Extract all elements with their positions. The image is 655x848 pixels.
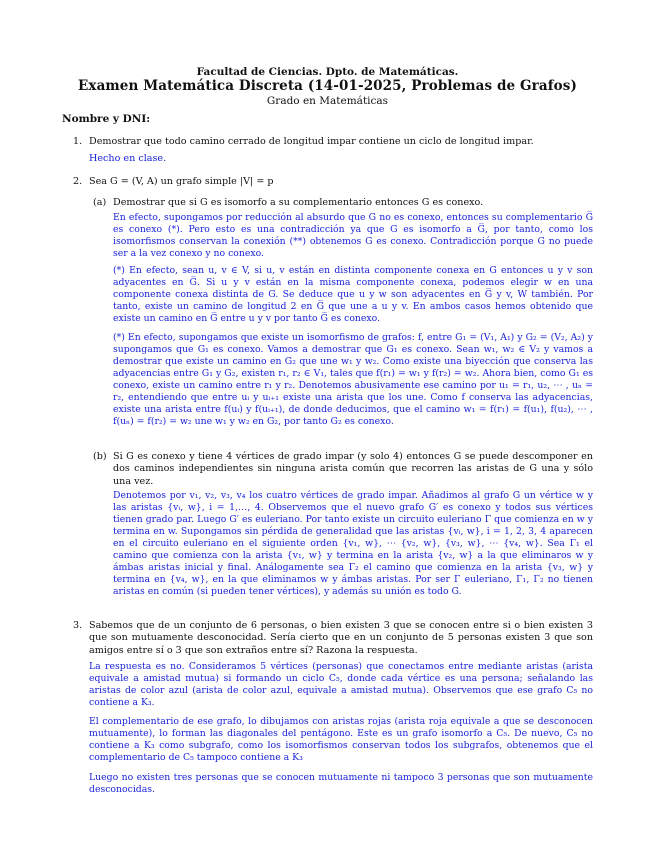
- problem-2b-label: (b): [93, 451, 107, 462]
- degree-heading: Grado en Matemáticas: [266, 95, 389, 107]
- problem-3-statement: Sabemos que de un conjunto de 6 personas, o bien existen 3 que se conocen entre si o bien existen 3 que son mutuamente desconocidad. Sería cierto que en un conjunto de 5 personas existen 3 que son amigos entre sí o 3 que son extraños entre sí? Razona la respuesta.: [89, 620, 593, 656]
- problem-2a-answer-main: En efecto, supongamos por reducción al absurdo que G no es conexo, entonces su complementario G̅ es conexo (*). Pero esto es una contradicción ya que G es isomorfo a G̅, por tanto, como los isomorfismos conservan la conexión (**) obtenemos G es conexo. Contradicción porque G no puede ser a la vez conexo y no conexo.: [113, 212, 593, 259]
- problem-2-statement: Sea G = (V, A) un grafo simple |V| = p: [89, 176, 274, 187]
- student-name-label: Nombre y DNI:: [62, 113, 151, 125]
- problem-1-statement: Demostrar que todo camino cerrado de longitud impar contiene un ciclo de longitud impar.: [89, 136, 534, 147]
- problem-2a-answer-complement: (*) En efecto, sean u, v ∈ V, si u, v están en distinta componente conexa en G entonces u y v son adyacentes en G̅. Si u y v están en la misma componente conexa, podemos elegir w en una componente conexa distinta de G. Se deduce que u y w son adyacentes en G̅ y v, W también. Por tanto, existe un camino de longitud 2 en G̅ que une a u y v. En ambos casos hemos obtenido que existe un camino en G̅ entre u y v por tanto G̅ es conexo.: [113, 265, 593, 324]
- problem-1-number: 1.: [73, 136, 83, 147]
- problem-3-answer-cycle: La respuesta es no. Consideramos 5 vértices (personas) que conectamos entre mediante aristas (arista equivale a amistad mutua) si formando un ciclo C₅, donde cada vértice es una persona; señalando las aristas de color azul (arista de color azul, equivale a amistad mutua). Observemos que ese grafo C₅ no contiene a K₃.: [89, 661, 593, 708]
- problem-3-answer-conclusion: Luego no existen tres personas que se conocen mutuamente ni tampoco 3 personas que son mutuamente desconocidas.: [89, 772, 593, 795]
- problem-2b-answer: Denotemos por v₁, v₂, v₃, v₄ los cuatro vértices de grado impar. Añadimos al grafo G un vértice w y las aristas {vᵢ, w}, i = 1,…, 4. Observemos que el nuevo grafo G′ es conexo y todos sus vértices tienen grado par. Luego G′ es euleriano. Por tanto existe un circuito euleriano Γ que comienza en w y termina en w. Supongamos sin pérdida de generalidad que las aristas {vᵢ, w}, i = 1, 2, 3, 4 aparecen en el circuito euleriano en el siguiente orden {v₁, w}, ⋯ {v₂, w}, {v₃, w}, ⋯ {v₄, w}. Sea Γ₁ el camino que comienza con la arista {v₁, w} y termina en la arista {v₂, w} a la que eliminaros w y ámbas aristas inicial y final. Análogamente sea Γ₂ el camino que comienza en la arista {v₃, w} y termina en {v₄, w}, en la que eliminamos w y ámbas aristas. Por ser Γ euleriano, Γ₁, Γ₂ no tienen aristas en común (si pueden tener vértices), y además su unión es todo G.: [113, 490, 593, 597]
- problem-3-answer-complement: El complementario de ese grafo, lo dibujamos con aristas rojas (arista roja equivale a que se desconocen mutuamente), lo forman las diagonales del pentágono. Este es un grafo isomorfo a C₅. De nuevo, C₅ no contiene a K₃ como subgrafo, como los isomorfismos conservan todos los subgrafos, obtenemos que el complementario de C₅ tampoco contiene a K₃: [89, 716, 593, 763]
- problem-1-answer: Hecho en clase.: [89, 153, 167, 164]
- faculty-heading: Facultad de Ciencias. Dpto. de Matemáticas.: [196, 66, 459, 78]
- problem-3-number: 3.: [73, 620, 83, 631]
- problem-2a-answer-isomorphism: (*) En efecto, supongamos que existe un isomorfismo de grafos: f, entre G₁ = (V₁, A₁) y G₂ = (V₂, A₂) y supongamos que G₁ es conexo. Vamos a demostrar que G₁ es conexo. Sean w₁, w₂ ∈ V₂ y vamos a demostrar que existe un camino en G₂ que une w₁ y w₂. Como existe una biyección que conserva las adyacencias entre G₁ y G₂, existen r₁, r₂ ∈ V₁, tales que f(r₁) = w₁ y f(r₂) = w₂. Ahora bien, como G₁ es conexo, existe un camino entre r₁ y r₂. Denotemos abusivamente ese camino por u₁ = r₁, u₂, ⋯ , uₙ = r₂, entendiendo que entre uᵢ y uᵢ₊₁ existe una arista que los une. Como f conserva las adyacencias, existe una arista entre f(uᵢ) y f(uᵢ₊₁), de donde deducimos, que el camino w₁ = f(r₁) = f(u₁), f(u₂), ⋯ , f(uₙ) = f(r₂) = w₂ une w₁ y w₂ en G₂, por tanto G₂ es conexo.: [113, 332, 593, 427]
- problem-2a-label: (a): [93, 197, 107, 208]
- problem-2b-statement: Si G es conexo y tiene 4 vértices de grado impar (y solo 4) entonces G se puede descomponer en dos caminos independientes sin ninguna arista común que recorren las aristas de G una y sólo una vez.: [113, 451, 593, 487]
- exam-title: Examen Matemática Discreta (14-01-2025, Problemas de Grafos): [78, 78, 577, 94]
- problem-2-number: 2.: [73, 176, 83, 187]
- problem-2a-statement: Demostrar que si G es isomorfo a su complementario entonces G es conexo.: [113, 197, 484, 208]
